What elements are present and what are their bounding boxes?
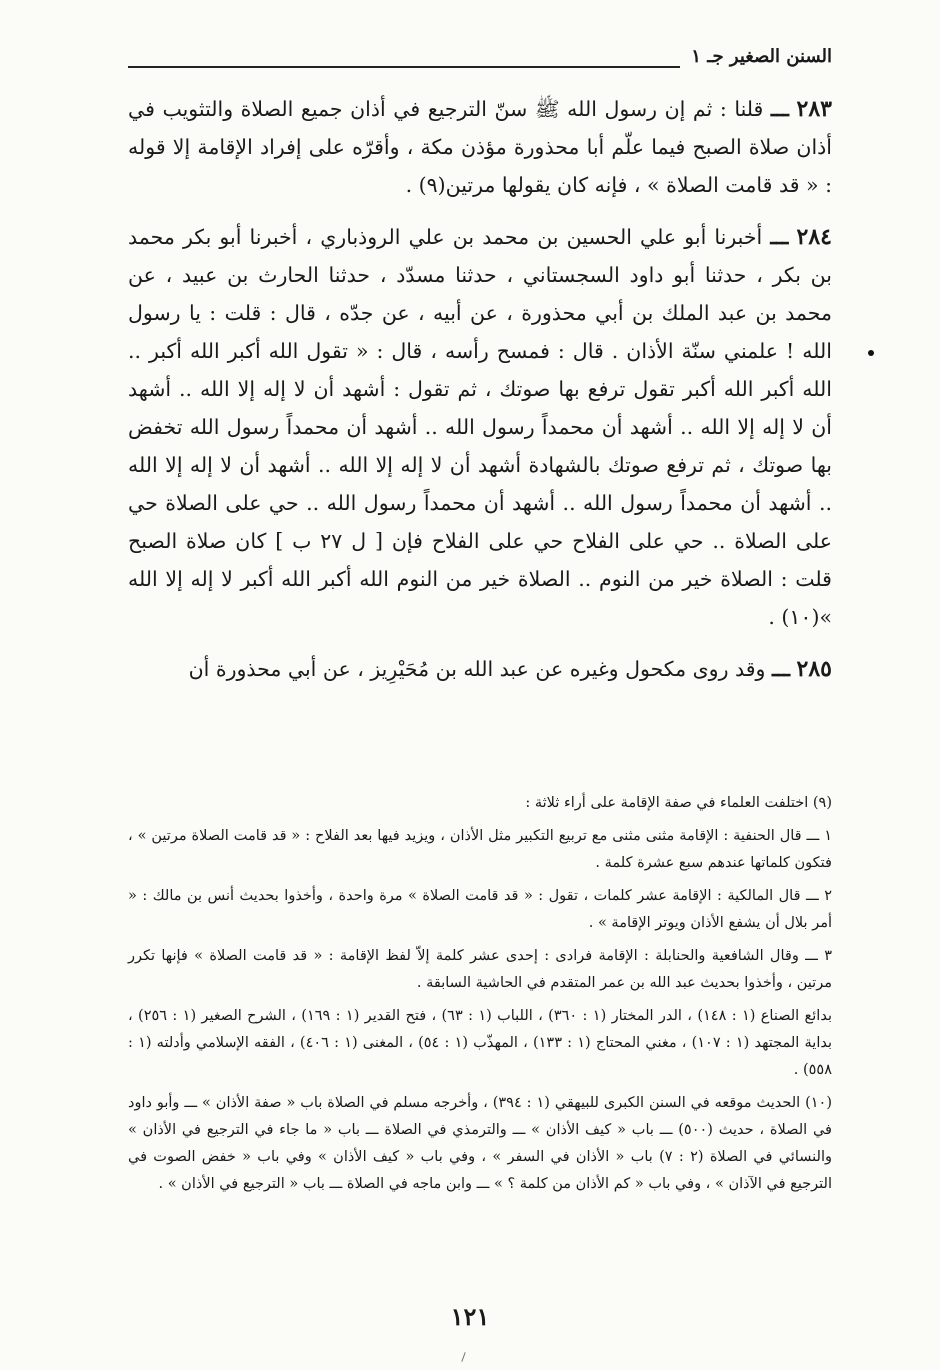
footnote-9-maliki: ٢ ـــ قال المالكية : الإقامة عشر كلمات ، تقول : « قد قامت الصلاة » مرة واحدة ، وأخذوا بحديث أنس بن مالك : « أمر بلال أن يشفع الأذان ويوتر الإقامة » . [128,888,832,931]
hadith-text: قلنا : ثم إن رسول الله ﷺ سنّ الترجيع في أذان جميع الصلاة والتثويب في أذان صلاة الصبح فيما علّم أبا محذورة مؤذن مكة ، وأقرّه على إفراد الإقامة إلا قوله : « قد قامت الصلاة » ، فإنه كان يقولها مرتين(٩) . [128,97,832,197]
footnote-9-shafii-hanbali: ٣ ـــ وقال الشافعية والحنابلة : الإقامة فرادى : إحدى عشر كلمة إلاّ لفظ الإقامة : « قد قامت الصلاة » فإنها تكرر مرتين ، وأخذوا بحديث عبد الله بن عمر المتقدم في الحاشية السابقة . [128,948,832,991]
page-number: ١٢١ [450,1302,490,1331]
running-header [128,40,832,74]
header-title: السنن الصغير جـ ١ [691,46,832,67]
hadith-number: ٢٨٤ [796,224,832,250]
hadith-number: ٢٨٥ [796,656,832,682]
footnote-9-hanafi: ١ ـــ قال الحنفية : الإقامة مثنى مثنى مع تربيع التكبير مثل الأذان ، ويزيد فيها بعد الفلاح : « قد قامت الصلاة مرتين » ، فتكون كلماتها عندهم سبع عشرة كلمة . [128,828,832,871]
dash: ـــ [770,225,789,249]
header-rule [128,66,680,68]
footnote-9-references: بدائع الصناع (١ : ١٤٨) ، الدر المختار (١ : ٣٦٠) ، اللباب (١ : ٦٣) ، فتح القدير (١ : ١٦٩) ، الشرح الصغير (١ : ٢٥٦) ، بداية المجتهد (١ : ١٠٧) ، مغني المحتاج (١ : ١٣٣) ، المهذّب (١ : ٥٤) ، المغنى (١ : ٤٠٦) ، الفقه الإسلامي وأدلته (١ : ٥٥٨) . [128,1008,832,1078]
footnotes [128,790,832,1204]
main-text [128,90,832,702]
footnote-9-heading: (٩) اختلفت العلماء في صفة الإقامة على أراء ثلاثة : [525,795,832,811]
scan-mark [461,1352,465,1362]
dash: ـــ [771,657,791,681]
hadith-284 [128,218,832,636]
footnote-10: (١٠) الحديث موقعه في السنن الكبرى للبيهقي (١ : ٣٩٤) ، وأخرجه مسلم في الصلاة باب « صفة الأذان » ـــ وأبو داود في الصلاة ، حديث (٥٠٠) ـــ باب « كيف الأذان » ـــ والترمذي في الصلاة ـــ باب « ما جاء في الترجيع في الأذان » والنسائي في الصلاة (٢ : ٧) باب « الأذان في السفر » ، وفي باب « كيف الأذان » وفي باب « خفض الصوت في الترجيع في الآذان » ، وفي باب « كم الأذان من كلمة ؟ » ـــ وابن ماجه في الصلاة ـــ باب « الترجيع في الأذان » . [128,1095,833,1192]
hadith-text: وقد روى مكحول وغيره عن عبد الله بن مُحَيْرِيز ، عن أبي محذورة أن [188,657,766,681]
dash: ـــ [770,97,789,121]
hadith-number: ٢٨٣ [796,96,832,122]
hadith-text: أخبرنا أبو علي الحسين بن محمد بن علي الروذباري ، أخبرنا أبو بكر محمد بن بكر ، حدثنا أبو داود السجستاني ، حدثنا مسدّد ، حدثنا الحارث بن عبيد ، عن محمد بن عبد الملك بن أبي محذورة ، عن أبيه ، عن جدّه ، قال : قلت : يا رسول الله ! علمني سنّة الأذان . قال : فمسح رأسه ، قال : « تقول الله أكبر الله أكبر .. الله أكبر الله أكبر تقول ترفع بها صوتك ، ثم تقول : أشهد أن لا إله إلا الله .. أشهد أن لا إله إلا الله .. أشهد أن محمداً رسول الله .. أشهد أن محمداً رسول الله تخفض بها صوتك ، ثم ترفع صوتك بالشهادة أشهد أن لا إله إلا الله .. أشهد أن لا إله إلا الله .. أشهد أن محمداً رسول الله .. أشهد أن محمداً رسول الله .. حي على الصلاة حي على الصلاة .. حي على الفلاح حي على الفلاح فإن [ ل ٢٧ ب ] كان صلاة الصبح قلت : الصلاة خير من النوم .. الصلاة خير من النوم الله أكبر الله أكبر لا إله إلا الله »(١٠) . [128,225,832,629]
margin-dot [868,350,874,356]
hadith-283 [128,90,832,204]
hadith-285 [128,650,832,688]
